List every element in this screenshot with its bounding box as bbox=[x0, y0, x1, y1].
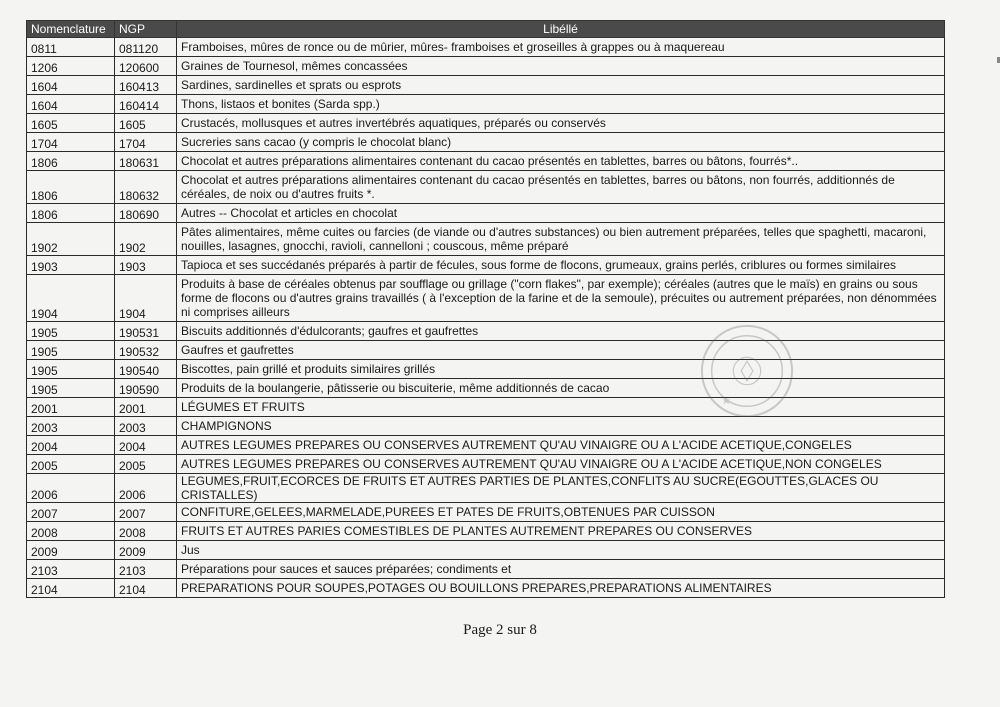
table-row bbox=[27, 76, 945, 95]
nomenclature-cell: 2005 bbox=[27, 455, 115, 474]
ngp-cell: 081120 bbox=[115, 38, 177, 57]
table-row bbox=[27, 152, 945, 171]
libelle-cell: AUTRES LEGUMES PREPARES OU CONSERVES AUTREMENT QU'AU VINAIGRE OU A L'ACIDE ACETIQUE,CONGELES bbox=[177, 436, 945, 455]
table-row bbox=[27, 522, 945, 541]
table-row bbox=[27, 579, 945, 598]
libelle-cell: CONFITURE,GELEES,MARMELADE,PUREES ET PATES DE FRUITS,OBTENUES PAR CUISSON bbox=[177, 503, 945, 522]
libelle-cell: LEGUMES,FRUIT,ECORCES DE FRUITS ET AUTRES PARTIES DE PLANTES,CONFLITS AU SUCRE(EGOUTTES,GLACES OU CRISTALLES) bbox=[177, 474, 945, 503]
nomenclature-cell: 2104 bbox=[27, 579, 115, 598]
libelle-cell: Framboises, mûres de ronce ou de mûrier, mûres- framboises et groseilles à grappes ou à maquereau bbox=[177, 38, 945, 57]
libelle-cell: Chocolat et autres préparations alimentaires contenant du cacao présentés en tablettes, barres ou bâtons, fourrés*.. bbox=[177, 152, 945, 171]
nomenclature-cell: 2001 bbox=[27, 398, 115, 417]
document-sheet bbox=[26, 20, 944, 598]
table-row bbox=[27, 503, 945, 522]
libelle-cell: Thons, listaos et bonites (Sarda spp.) bbox=[177, 95, 945, 114]
table-row bbox=[27, 38, 945, 57]
table-row bbox=[27, 275, 945, 322]
table-row bbox=[27, 223, 945, 256]
ngp-cell: 180632 bbox=[115, 171, 177, 204]
nomenclature-cell: 1806 bbox=[27, 152, 115, 171]
libelle-cell: Préparations pour sauces et sauces préparées; condiments et bbox=[177, 560, 945, 579]
libelle-cell: LÉGUMES ET FRUITS bbox=[177, 398, 945, 417]
table-row bbox=[27, 455, 945, 474]
table-row bbox=[27, 133, 945, 152]
libelle-cell: Biscuits additionnés d'édulcorants; gaufres et gaufrettes bbox=[177, 322, 945, 341]
libelle-cell: Autres -- Chocolat et articles en chocolat bbox=[177, 204, 945, 223]
libelle-cell: Sardines, sardinelles et sprats ou esprots bbox=[177, 76, 945, 95]
nomenclature-cell: 2004 bbox=[27, 436, 115, 455]
libelle-cell: Crustacés, mollusques et autres invertébrés aquatiques, préparés ou conservés bbox=[177, 114, 945, 133]
nomenclature-cell: 1905 bbox=[27, 341, 115, 360]
ngp-cell: 190531 bbox=[115, 322, 177, 341]
libelle-cell: Produits à base de céréales obtenus par soufflage ou grillage ("corn flakes", par exemple); céréales (autres que le maïs) en grains ou sous forme de flocons ou d'autres grains travaillés ( à l'exception de la farine et de la semoule), précuites ou autrement préparées, non dénommées ni comprises ailleurs bbox=[177, 275, 945, 322]
ngp-cell: 2004 bbox=[115, 436, 177, 455]
table-row bbox=[27, 541, 945, 560]
table-row bbox=[27, 360, 945, 379]
table-row bbox=[27, 322, 945, 341]
libelle-cell: Gaufres et gaufrettes bbox=[177, 341, 945, 360]
ngp-cell: 2005 bbox=[115, 455, 177, 474]
table-row bbox=[27, 204, 945, 223]
ngp-cell: 1903 bbox=[115, 256, 177, 275]
libelle-cell: Chocolat et autres préparations alimentaires contenant du cacao présentés en tablettes, barres ou bâtons, non fourrés, additionnés de céréales, de noix ou d'autres fruits *. bbox=[177, 171, 945, 204]
ngp-cell: 1902 bbox=[115, 223, 177, 256]
nomenclature-cell: 2007 bbox=[27, 503, 115, 522]
nomenclature-cell: 1806 bbox=[27, 171, 115, 204]
nomenclature-cell: 2009 bbox=[27, 541, 115, 560]
table-row bbox=[27, 171, 945, 204]
header-nomenclature: Nomenclature bbox=[27, 21, 115, 38]
table-row bbox=[27, 436, 945, 455]
nomenclature-cell: 1903 bbox=[27, 256, 115, 275]
nomenclature-cell: 1902 bbox=[27, 223, 115, 256]
nomenclature-cell: 1806 bbox=[27, 204, 115, 223]
libelle-cell: Tapioca et ses succédanés préparés à partir de fécules, sous forme de flocons, grumeaux, grains perlés, criblures ou formes similaires bbox=[177, 256, 945, 275]
table-header-row bbox=[27, 21, 945, 38]
ngp-cell: 2001 bbox=[115, 398, 177, 417]
nomenclature-cell: 1206 bbox=[27, 57, 115, 76]
nomenclature-cell: 0811 bbox=[27, 38, 115, 57]
ngp-cell: 2003 bbox=[115, 417, 177, 436]
ngp-cell: 1605 bbox=[115, 114, 177, 133]
table-row bbox=[27, 114, 945, 133]
ngp-cell: 190540 bbox=[115, 360, 177, 379]
page-number: Page 2 sur 8 bbox=[463, 622, 537, 638]
ngp-cell: 2103 bbox=[115, 560, 177, 579]
libelle-cell: Biscottes, pain grillé et produits similaires grillés bbox=[177, 360, 945, 379]
libelle-cell: FRUITS ET AUTRES PARIES COMESTIBLES DE PLANTES AUTREMENT PREPARES OU CONSERVES bbox=[177, 522, 945, 541]
libelle-cell: CHAMPIGNONS bbox=[177, 417, 945, 436]
table-row bbox=[27, 256, 945, 275]
nomenclature-cell: 1604 bbox=[27, 95, 115, 114]
ngp-cell: 2009 bbox=[115, 541, 177, 560]
header-libelle: Libéllé bbox=[177, 21, 945, 38]
ngp-cell: 2007 bbox=[115, 503, 177, 522]
libelle-cell: Produits de la boulangerie, pâtisserie ou biscuiterie, même additionnés de cacao bbox=[177, 379, 945, 398]
ngp-cell: 120600 bbox=[115, 57, 177, 76]
ngp-cell: 180690 bbox=[115, 204, 177, 223]
nomenclature-cell: 1605 bbox=[27, 114, 115, 133]
nomenclature-cell: 1905 bbox=[27, 322, 115, 341]
nomenclature-cell: 1904 bbox=[27, 275, 115, 322]
ngp-cell: 1704 bbox=[115, 133, 177, 152]
nomenclature-cell: 1604 bbox=[27, 76, 115, 95]
table-row bbox=[27, 379, 945, 398]
ngp-cell: 180631 bbox=[115, 152, 177, 171]
official-stamp bbox=[698, 322, 796, 420]
libelle-cell: Sucreries sans cacao (y compris le chocolat blanc) bbox=[177, 133, 945, 152]
table-row bbox=[27, 95, 945, 114]
header-ngp: NGP bbox=[115, 21, 177, 38]
ngp-cell: 2006 bbox=[115, 474, 177, 503]
nomenclature-cell: 1704 bbox=[27, 133, 115, 152]
ngp-cell: 2008 bbox=[115, 522, 177, 541]
table-row bbox=[27, 341, 945, 360]
nomenclature-cell: 1905 bbox=[27, 360, 115, 379]
ngp-cell: 190590 bbox=[115, 379, 177, 398]
libelle-cell: Jus bbox=[177, 541, 945, 560]
table-row bbox=[27, 57, 945, 76]
nomenclature-cell: 2008 bbox=[27, 522, 115, 541]
table-row bbox=[27, 417, 945, 436]
ngp-cell: 190532 bbox=[115, 341, 177, 360]
ngp-cell: 1904 bbox=[115, 275, 177, 322]
ngp-cell: 160413 bbox=[115, 76, 177, 95]
nomenclature-cell: 1905 bbox=[27, 379, 115, 398]
nomenclature-cell: 2103 bbox=[27, 560, 115, 579]
libelle-cell: AUTRES LEGUMES PREPARES OU CONSERVES AUTREMENT QU'AU VINAIGRE OU A L'ACIDE ACETIQUE,NON CONGELES bbox=[177, 455, 945, 474]
ngp-cell: 160414 bbox=[115, 95, 177, 114]
libelle-cell: PREPARATIONS POUR SOUPES,POTAGES OU BOUILLONS PREPARES,PREPARATIONS ALIMENTAIRES bbox=[177, 579, 945, 598]
table-body bbox=[27, 38, 945, 598]
nomenclature-cell: 2006 bbox=[27, 474, 115, 503]
ngp-cell: 2104 bbox=[115, 579, 177, 598]
nomenclature-table bbox=[26, 20, 945, 598]
table-row bbox=[27, 398, 945, 417]
nomenclature-cell: 2003 bbox=[27, 417, 115, 436]
table-row bbox=[27, 474, 945, 503]
libelle-cell: Pâtes alimentaires, même cuites ou farcies (de viande ou d'autres substances) ou bien autrement préparées, telles que spaghetti, macaroni, nouilles, lasagnes, gnocchi, ravioli, cannelloni ; couscous, même préparé bbox=[177, 223, 945, 256]
libelle-cell: Graines de Tournesol, mêmes concassées bbox=[177, 57, 945, 76]
table-row bbox=[27, 560, 945, 579]
